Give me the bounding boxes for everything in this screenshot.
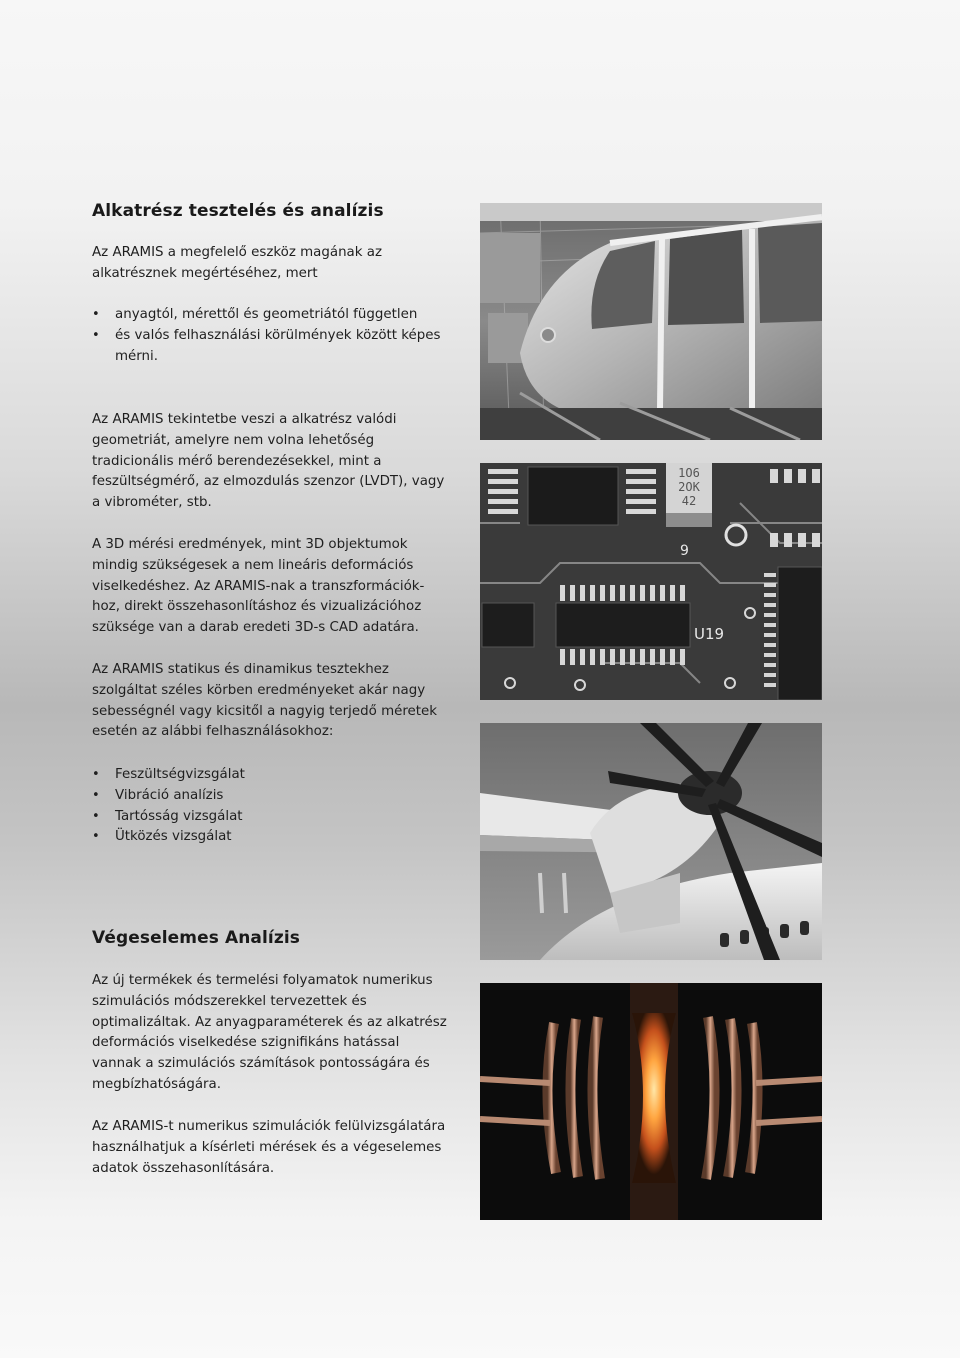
section-title-vegeselemes: Végeselemes Analízis	[92, 928, 300, 948]
application-list	[92, 765, 452, 848]
list-item: • anyagtól, mérettől és geometriától független	[92, 305, 452, 326]
section-alkatresz	[92, 201, 452, 221]
list-item: • és valós felhasználási körülmények között képes mérni.	[92, 326, 452, 368]
comparison-paragraph	[92, 1117, 452, 1179]
usage-text: Az ARAMIS statikus és dinamikus tesztekhez szolgáltat széles körben eredményeket akár nagy sebességnél vagy kicsitől a nagyig terjedő méretek esetén az alábbi felhasználásokhoz:	[92, 662, 438, 740]
pcb-label-small: 9	[680, 543, 689, 559]
induction-heating-photo	[480, 983, 822, 1220]
car-body-photo	[480, 203, 822, 440]
results-text-b: Az ARAMIS-nak a transzformációk-hoz, direkt összehasonlításhoz és vizualizációhoz szüksége van a darab eredeti 3D-s CAD adatára.	[92, 578, 425, 636]
simulation-paragraph	[92, 971, 452, 1096]
aircraft-propeller-photo	[480, 723, 822, 960]
intro-text: Az ARAMIS a megfelelő eszköz magának az alkatrésznek megértéséhez, mert	[92, 245, 383, 281]
chip-marking-2: 2OK	[678, 480, 700, 494]
list-item: • Feszültségvizsgálat	[92, 765, 452, 786]
section-title-alkatresz: Alkatrész tesztelés és analízis	[92, 201, 384, 221]
section-vegeselemes	[92, 928, 452, 948]
results-text-a: A 3D mérési eredmények, mint 3D objektumok mindig szükségesek a nem lineáris deformációs viselkedéshez.	[92, 537, 414, 594]
pcb-label-u19: U19	[694, 625, 725, 643]
geometry-text: Az ARAMIS tekintetbe veszi a alkatrész valódi geometriát, amelyre nem volna lehetőség tradicionális mérő berendezésekkel, mint a feszültségmérő, az elmozdulás szenzor (LVDT), vagy a vibrométer, stb.	[92, 412, 445, 511]
intro-paragraph	[92, 243, 452, 285]
usage-paragraph	[92, 660, 452, 743]
list-item: • Tartósság vizsgálat	[92, 807, 452, 828]
simulation-text: Az új termékek és termelési folyamatok numerikus szimulációs módszerekkel tervezettek és optimalizáltak. Az anyagparaméterek és az alkatrész deformációs viselkedése szignifikáns hatással vannak a szimulációs számítások pontosságára és megbízhatóságára.	[92, 973, 447, 1092]
comparison-text: Az ARAMIS-t numerikus szimulációk felülvizsgálatára használhatjuk a kísérleti mérések és a végeselemes adatok összehasonlítására.	[92, 1119, 446, 1176]
list-item: • Ütközés vizsgálat	[92, 827, 452, 848]
results-text	[92, 535, 452, 639]
geometry-paragraph	[92, 410, 452, 514]
chip-marking-1: 1O6	[678, 466, 700, 480]
list-item: • Vibráció analízis	[92, 786, 452, 807]
results-paragraph	[92, 535, 452, 639]
chip-marking-3: 42	[681, 494, 697, 508]
circuit-board-photo	[480, 463, 822, 700]
capability-list	[92, 305, 452, 367]
